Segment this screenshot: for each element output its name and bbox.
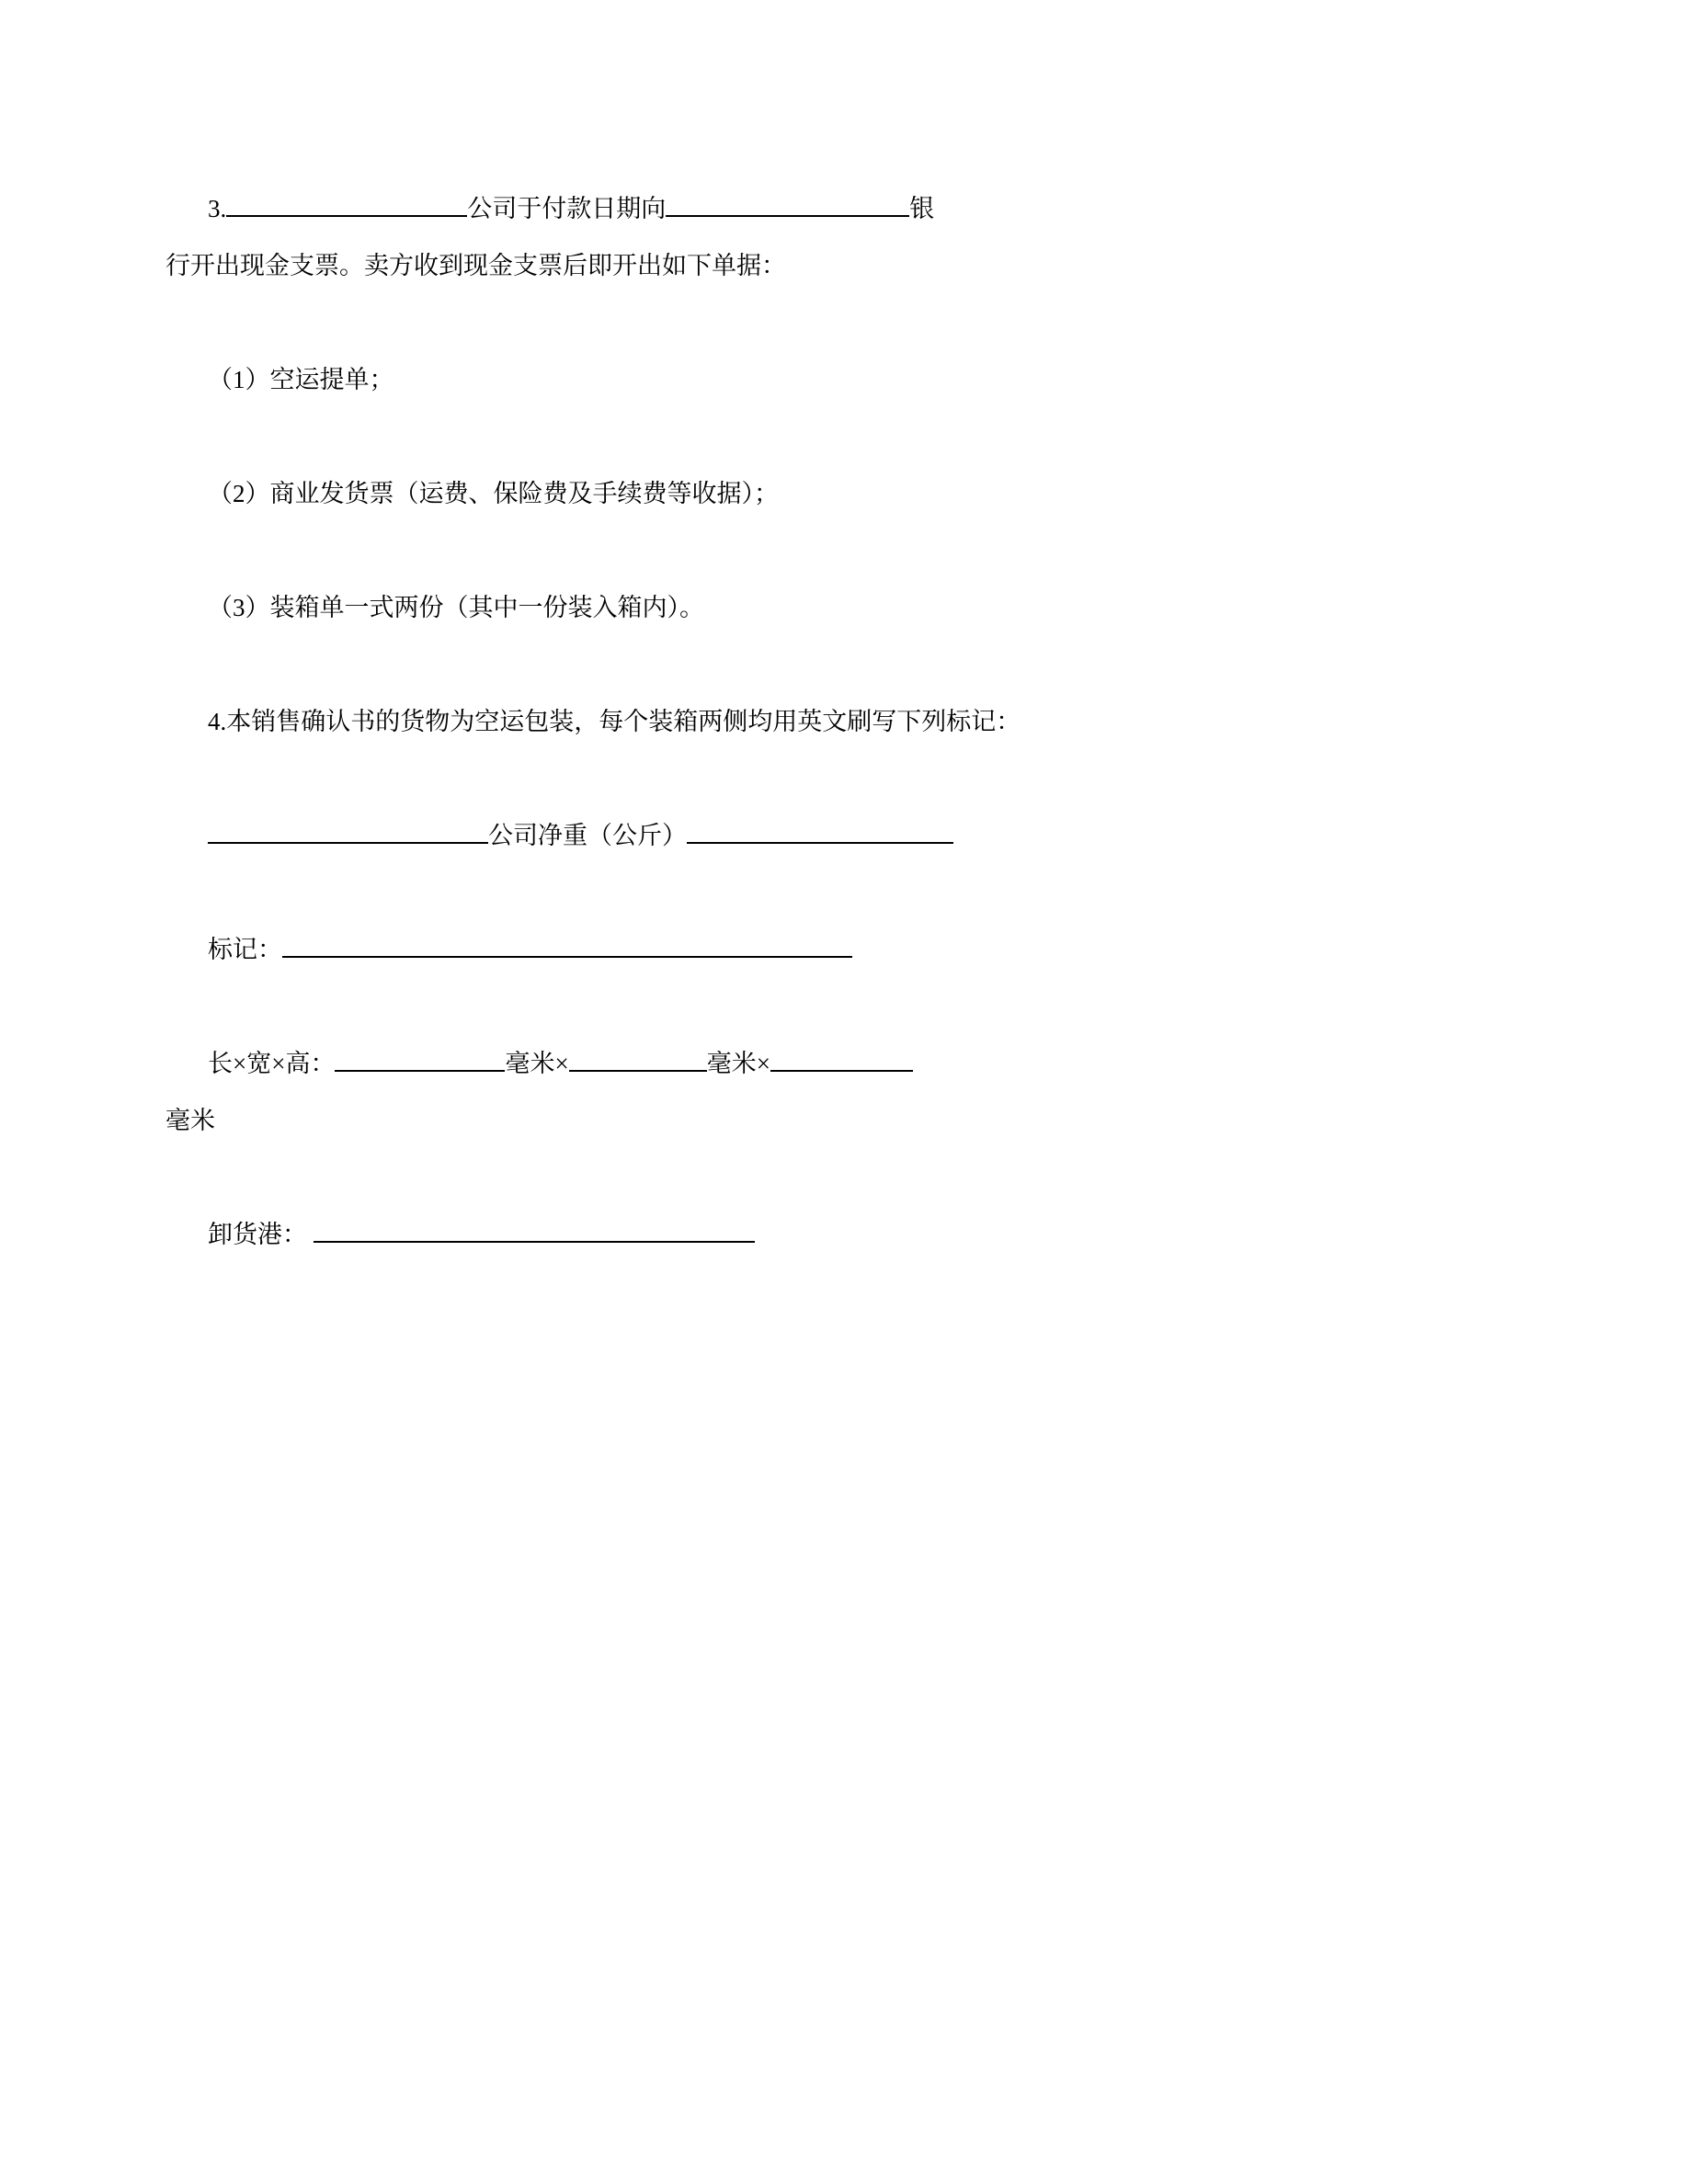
paragraph-3-number: 3.	[208, 195, 227, 222]
dimensions-unit-1: 毫米×	[505, 1050, 569, 1077]
paragraph-3-text-3: 行开出现金支票。卖方收到现金支票后即开出如下单据：	[165, 252, 786, 279]
port-label: 卸货港：	[208, 1221, 307, 1248]
list-item-2-text: （2）商业发货票（运费、保险费及手续费等收据）；	[208, 480, 779, 507]
paragraph-4	[165, 693, 1532, 750]
net-weight-label: 公司净重（公斤）	[488, 822, 687, 849]
fill-in-blank-bank	[666, 193, 909, 217]
list-item-3-text: （3）装箱单一式两份（其中一份装入箱内）。	[208, 594, 704, 621]
fill-in-blank-port	[314, 1219, 755, 1243]
fill-in-blank-height	[770, 1048, 913, 1072]
list-item-2	[165, 465, 1532, 522]
fill-in-blank-length	[335, 1048, 505, 1072]
paragraph-3-text-1: 公司于付款日期向	[467, 195, 667, 222]
mark-label: 标记：	[208, 936, 282, 963]
mark-line	[165, 921, 1532, 978]
list-item-1	[165, 351, 1532, 408]
fill-in-blank-net-weight	[687, 820, 953, 844]
paragraph-3-line-1	[165, 180, 1532, 237]
fill-in-blank-company-name	[208, 820, 488, 844]
dimensions-line	[165, 1035, 1532, 1092]
fill-in-blank-mark	[282, 934, 852, 958]
fill-in-blank-width	[569, 1048, 707, 1072]
paragraph-3-line-2	[165, 237, 1532, 294]
list-item-3	[165, 579, 1532, 636]
dimensions-unit-2: 毫米×	[706, 1050, 770, 1077]
paragraph-4-text: 4.本销售确认书的货物为空运包装，每个装箱两侧均用英文刷写下列标记：	[208, 708, 1021, 735]
dimensions-label: 长×宽×高：	[208, 1050, 336, 1077]
list-item-1-text: （1）空运提单；	[208, 366, 394, 393]
dimensions-unit-continuation: 毫米	[165, 1107, 215, 1134]
dimensions-continuation	[165, 1092, 1532, 1149]
fill-in-blank-company	[226, 193, 467, 217]
net-weight-line	[165, 807, 1532, 864]
paragraph-3-text-2: 银	[909, 195, 935, 222]
port-line	[165, 1206, 1532, 1263]
